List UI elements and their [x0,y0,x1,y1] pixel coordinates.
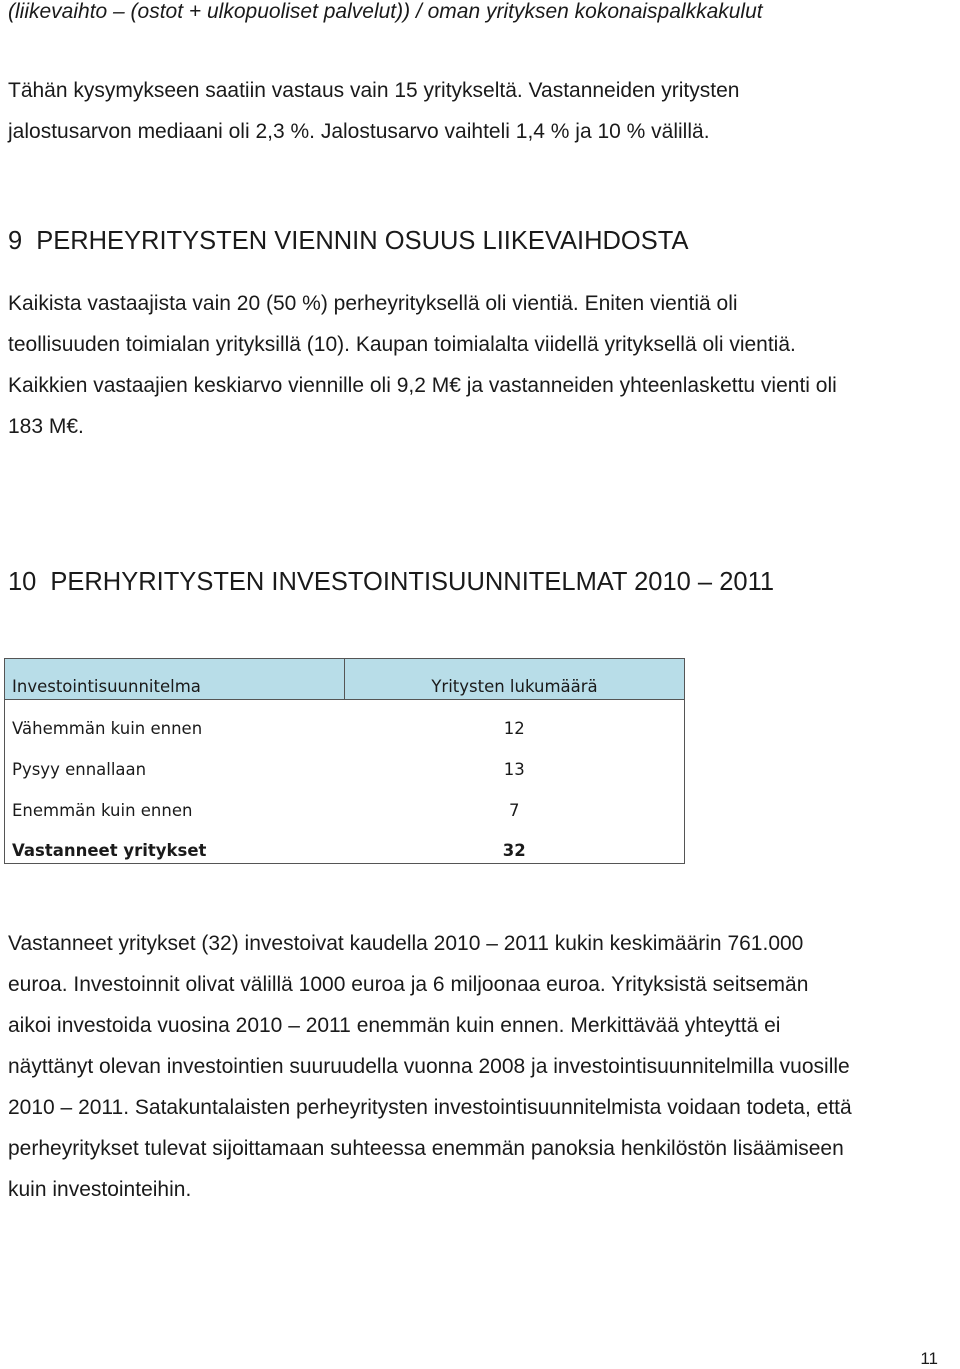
section-heading-9 [8,225,688,257]
paragraph-line: euroa. Investoinnit olivat välillä 1000 euroa ja 6 miljoonaa euroa. Yrityksistä seitsemän [8,973,809,996]
formula-line: (liikevaihto – (ostot + ulkopuoliset palvelut)) / oman yrityksen kokonaispalkkakulut [8,0,763,23]
row-value: 32 [345,823,685,864]
section-title: PERHYRITYSTEN INVESTOINTISUUNNITELMAT 2010 – 2011 [50,568,775,596]
row-label: Vastanneet yritykset [5,823,345,864]
table-row-total [5,823,685,864]
paragraph-line: Kaikista vastaajista vain 20 (50 %) perheyrityksellä oli vientiä. Eniten vientiä oli [8,292,738,315]
row-label: Enemmän kuin ennen [5,782,345,823]
row-value: 13 [345,741,685,782]
paragraph-export [8,283,953,447]
section-number: 10 [8,568,37,596]
table-row [5,741,685,782]
paragraph-line: Vastanneet yritykset (32) investoivat kaudella 2010 – 2011 kukin keskimäärin 761.000 [8,932,804,955]
table-header-row [5,659,685,700]
row-label: Vähemmän kuin ennen [5,700,345,741]
paragraph-line: näyttänyt olevan investointien suuruudella vuonna 2008 ja investointisuunnitelmilla vuosille [8,1055,850,1078]
paragraph-line: Kaikkien vastaajien keskiarvo viennille oli 9,2 M€ ja vastanneiden yhteenlaskettu vienti oli [8,374,837,397]
paragraph-line: teollisuuden toimialan yrityksillä (10). Kaupan toimialalta viidellä yrityksellä oli vientiä. [8,333,796,356]
page-number: 11 [920,1349,938,1368]
paragraph-line: 183 M€. [8,415,84,438]
section-title: PERHEYRITYSTEN VIENNIN OSUUS LIIKEVAIHDOSTA [36,227,689,255]
table-row [5,782,685,823]
paragraph-line: jalostusarvon mediaani oli 2,3 %. Jalostusarvo vaihteli 1,4 % ja 10 % välillä. [8,120,710,143]
row-label: Pysyy ennallaan [5,741,345,782]
row-value: 7 [345,782,685,823]
paragraph-line: kuin investointeihin. [8,1178,192,1201]
investment-plans-table [4,658,685,864]
header-count: Yritysten lukumäärä [345,659,685,700]
paragraph-investments [8,923,953,1210]
paragraph-value-added [8,70,953,152]
paragraph-line: 2010 – 2011. Satakuntalaisten perheyritysten investointisuunnitelmista voidaan todeta, että [8,1096,852,1119]
paragraph-line: perheyritykset tulevat sijoittamaan suhteessa enemmän panoksia henkilöstön lisäämiseen [8,1137,844,1160]
section-heading-10 [8,566,774,598]
header-plan: Investointisuunnitelma [5,659,345,700]
row-value: 12 [345,700,685,741]
section-number: 9 [8,227,23,255]
table-row [5,700,685,741]
paragraph-line: aikoi investoida vuosina 2010 – 2011 enemmän kuin ennen. Merkittävää yhteyttä ei [8,1014,781,1037]
paragraph-line: Tähän kysymykseen saatiin vastaus vain 15 yritykseltä. Vastanneiden yritysten [8,79,740,102]
